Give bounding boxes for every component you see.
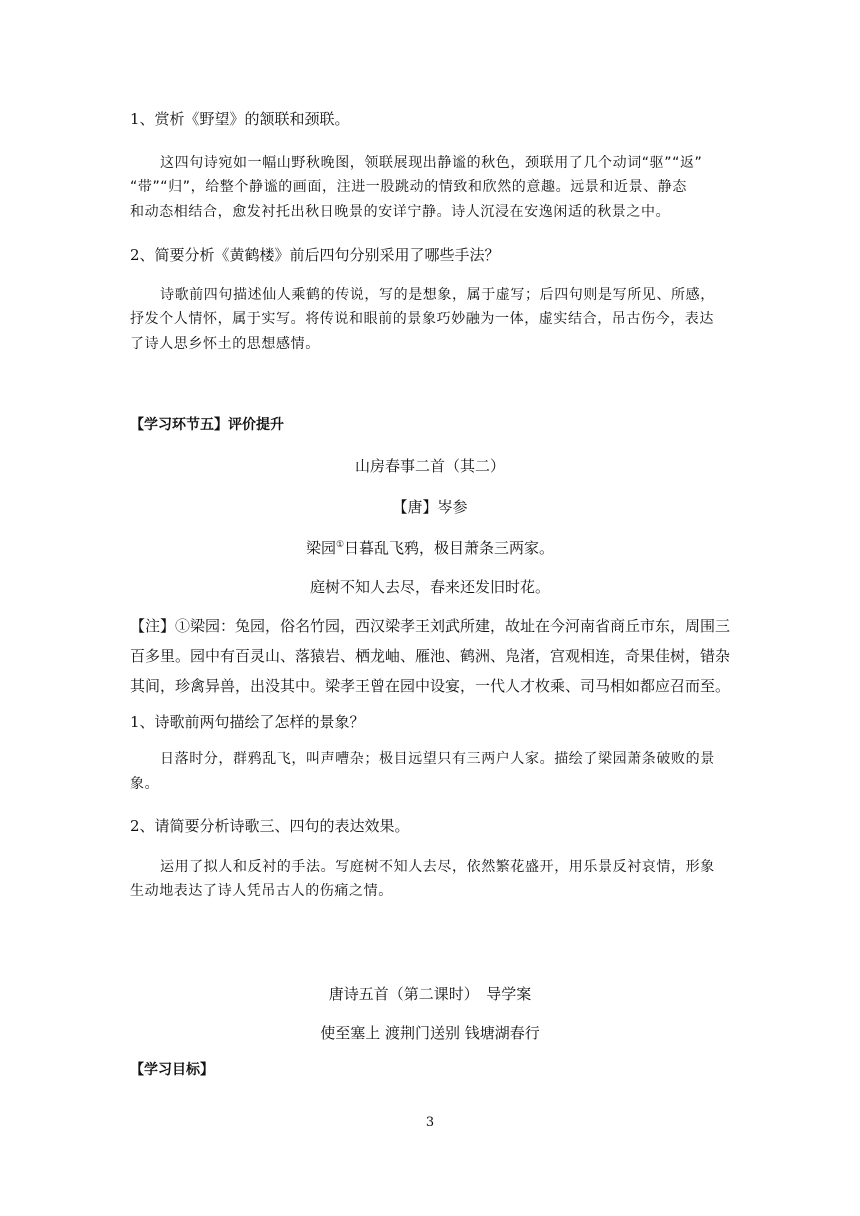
footnote-line-1: 【注】①梁园：兔园，俗名竹园，西汉梁孝王刘武所建，故址在今河南省商丘市东，周围三 xyxy=(130,617,731,635)
answer-1-line-1: 这四句诗宛如一幅山野秋晚图，领联展现出静谧的秋色，颈联用了几个动词“驱”“返” xyxy=(160,155,703,171)
answer-4-line-1: 运用了拟人和反衬的手法。写庭树不知人去尽，依然繁花盛开，用乐景反衬哀情，形象 xyxy=(160,859,715,875)
poem-line-2: 庭树不知人去尽，春来还发旧时花。 xyxy=(309,578,550,596)
answer-3-line-2: 象。 xyxy=(130,776,160,792)
answer-1-line-3: 和动态相结合，愈发衬托出秋日晚景的安详宁静。诗人沉浸在安逸闲适的秋景之中。 xyxy=(130,204,671,220)
lesson-poems: 使至塞上 渡荆门送别 钱塘湖春行 xyxy=(320,1024,540,1042)
poem-line-1 xyxy=(0,537,860,559)
poem-line-1-end: 日暮乱飞鸦，极目萧条三两家。 xyxy=(344,539,555,557)
answer-2-line-3: 了诗人思乡怀土的思想感情。 xyxy=(130,336,320,352)
question-4-title: 2、请简要分析诗歌三、四句的表达效果。 xyxy=(130,817,410,835)
answer-1-line-2: “带”“归”，给整个静谧的画面，注进一股跳动的情致和欣然的意趣。远景和近景、静态 xyxy=(130,179,688,195)
answer-2-line-1: 诗歌前四句描述仙人乘鹤的传说，写的是想象，属于虚写；后四句则是写所见、所感， xyxy=(160,287,715,303)
question-3-title: 1、诗歌前两句描绘了怎样的景象？ xyxy=(130,713,365,731)
answer-3-line-1: 日落时分，群鸦乱飞，叫声嘈杂；极目远望只有三两户人家。描绘了梁园萧条破败的景 xyxy=(160,751,715,767)
objectives-heading: 【学习目标】 xyxy=(130,1062,214,1078)
question-1-title: 1、赏析《野望》的颔联和颈联。 xyxy=(130,110,350,128)
poem-title: 山房春事二首（其二） xyxy=(354,457,505,475)
poem-line-1-start: 梁园 xyxy=(305,539,336,557)
answer-2-line-2: 抒发个人情怀，属于实写。将传说和眼前的景象巧妙融为一体，虚实结合，吊古伤今，表达 xyxy=(130,311,714,327)
footnote-line-3: 其间，珍禽异兽，出没其中。梁孝王曾在园中设宴，一代人才枚乘、司马相如都应召而至。 xyxy=(130,677,731,695)
question-2-title: 2、简要分析《黄鹤楼》前后四句分别采用了哪些手法？ xyxy=(130,246,500,264)
lesson-title: 唐诗五首（第二课时） 导学案 xyxy=(328,985,532,1003)
footnote-line-2: 百多里。园中有百灵山、落猿岩、栖龙岫、雁池、鹤洲、凫渚，宫观相连，奇果佳树，错杂 xyxy=(130,647,731,665)
page-number: 3 xyxy=(425,1115,435,1130)
footnote-marker: ① xyxy=(335,540,345,550)
answer-4-line-2: 生动地表达了诗人凭吊古人的伤痛之情。 xyxy=(130,883,393,899)
section-5-heading: 【学习环节五】评价提升 xyxy=(130,417,284,433)
poem-author: 【唐】岑参 xyxy=(392,498,468,516)
